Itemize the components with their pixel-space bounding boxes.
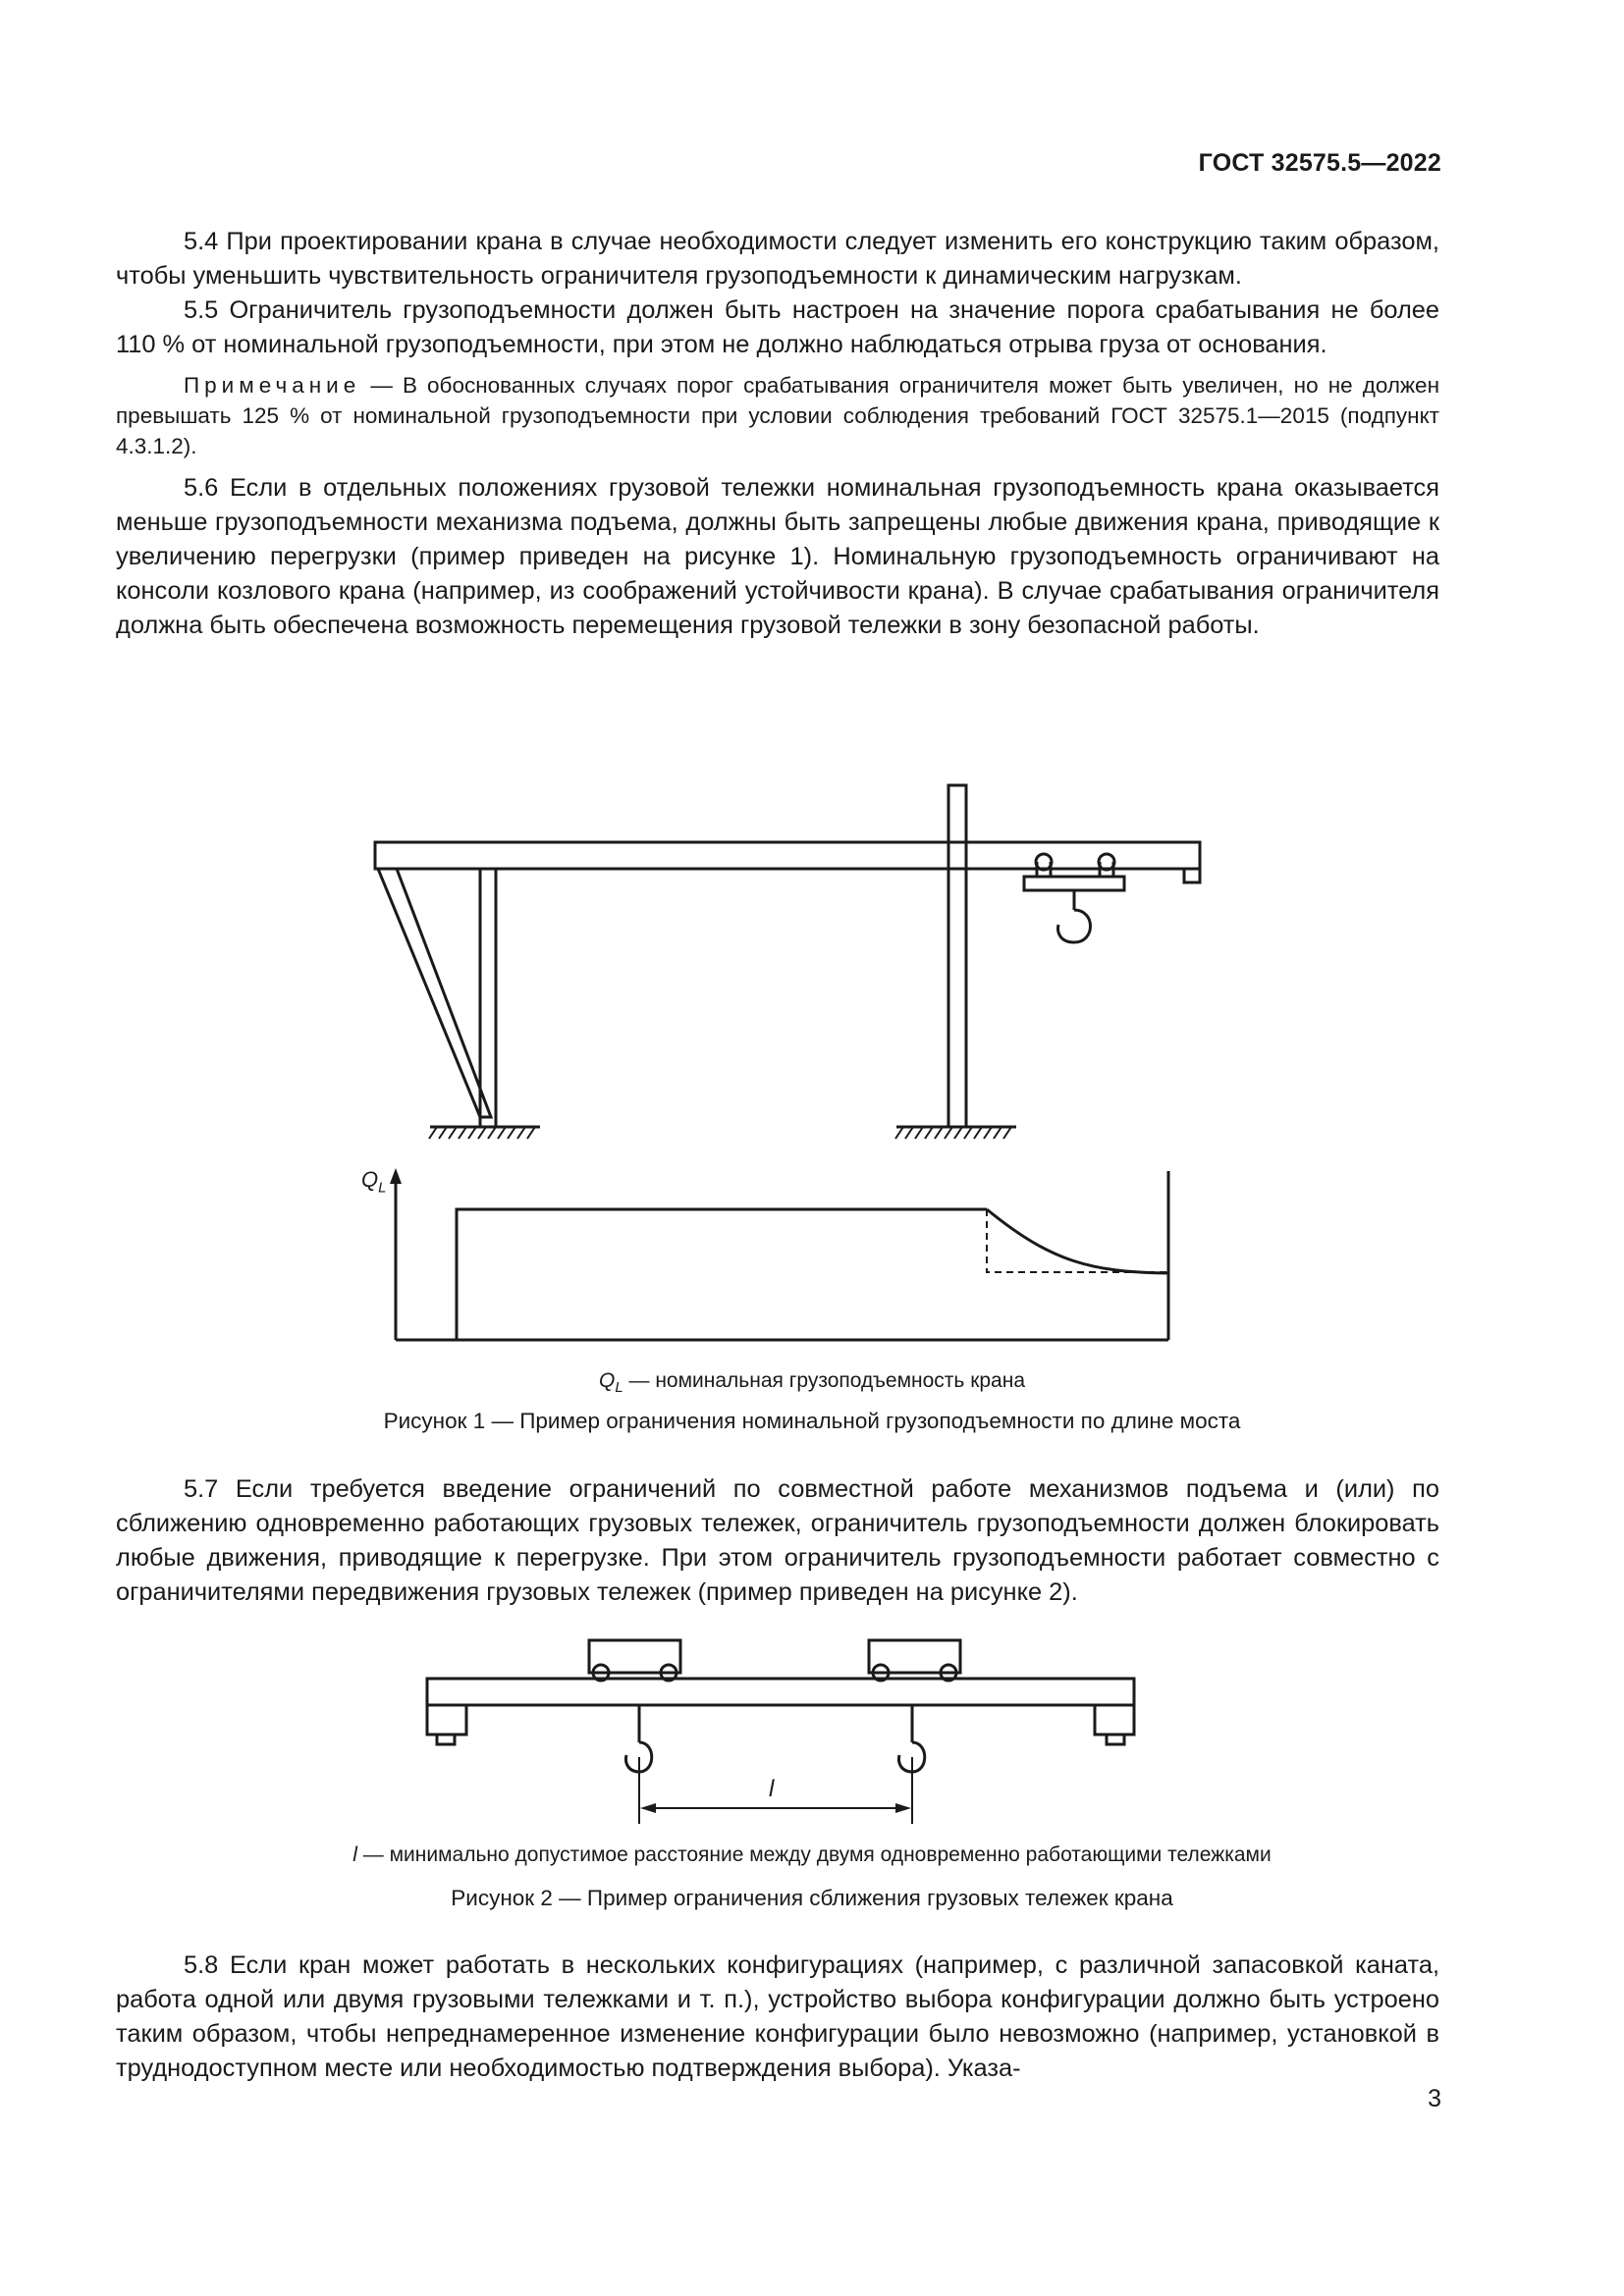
- paragraph-5-6: 5.6 Если в отдельных положениях грузовой тележки номинальная грузоподъемность крана оказывается меньше грузоподъемности механизма подъема, должны быть запрещены любые движения крана, приводящие к увеличению перегрузки (пример приведен на рисунке 1). Номинальную грузоподъемность ограничивают на консоли козлового крана (например, из соображений устойчивости крана). В случае срабатывания ограничителя должна быть обеспечена возможность перемещения грузовой тележки в зону безопасной работы.: [116, 474, 1439, 639]
- hatching-right: [895, 1127, 1011, 1139]
- chart-capacity-line: [457, 1209, 987, 1340]
- paragraph-5-4: 5.4 При проектировании крана в случае необходимости следует изменить его конструкцию таким образом, чтобы уменьшить чувствительность ограничителя грузоподъемности к динамическим нагрузкам.: [116, 228, 1439, 290]
- chart-axis-label: $Q_L$: [361, 1167, 387, 1197]
- paragraph-5-5: 5.5 Ограничитель грузоподъемности должен быть настроен на значение порога срабатывания не более 110 % от номинальной грузоподъемности, при этом не должно наблюдаться отрыва груза от основания.: [116, 296, 1439, 358]
- text-block-5-7: [116, 1472, 1439, 1610]
- figure-1-legend: $Q_L$ — номинальная грузоподъемность крана: [598, 1369, 1026, 1397]
- left-brace: [378, 869, 491, 1117]
- paragraph-5-7: 5.7 Если требуется введение ограничений по совместной работе механизмов подъема и (или) по сближению одновременно работающих грузовых тележек, ограничитель грузоподъемности должен блокировать любые движения, приводящие к перегрузке. При этом ограничитель грузоподъемности работает совместно с ограничителями передвижения грузовых тележек (пример приведен на рисунке 2).: [116, 1475, 1439, 1606]
- chart-capacity-curve: [987, 1209, 1168, 1273]
- page-number: 3: [1428, 2085, 1441, 2112]
- document-header: ГОСТ 32575.5—2022: [1198, 149, 1441, 177]
- girder-end-stop: [1184, 869, 1200, 882]
- hatching-left: [429, 1127, 535, 1139]
- dimension-label: l: [769, 1776, 775, 1802]
- note-label: Примечание: [184, 373, 361, 398]
- figure-1-caption: Рисунок 1 — Пример ограничения номинальной грузоподъемности по длине моста: [383, 1409, 1241, 1433]
- right-column: [948, 785, 966, 1127]
- left-leg: [480, 869, 496, 1127]
- chart-axis-arrow: [390, 1168, 402, 1184]
- figure-2-caption: Рисунок 2 — Пример ограничения сближения грузовых тележек крана: [451, 1886, 1173, 1910]
- load-chart: [390, 1168, 1168, 1340]
- figure-2-legend: l — минимально допустимое расстояние между двумя одновременно работающими тележками: [352, 1843, 1272, 1866]
- note-text: — В обоснованных случаях порог срабатывания ограничителя может быть увеличен, но не должен превышать 125 % от номинальной грузоподъемности при условии соблюдения требований ГОСТ 32575.1—2015 (подпункт 4.3.1.2).: [116, 373, 1439, 458]
- crane-girder: [375, 842, 1200, 869]
- paragraph-5-8: 5.8 Если кран может работать в нескольких конфигурациях (например, с различной запасовкой каната, работа одной или двумя грузовыми тележками и т. п.), устройство выбора конфигурации должно быть устроено таким образом, чтобы непреднамеренное изменение конфигурации было невозможно (например, установкой в труднодоступном месте или необходимостью подтверждения выбора). Указа-: [116, 1951, 1439, 2082]
- text-block-5-8: [116, 1949, 1439, 2086]
